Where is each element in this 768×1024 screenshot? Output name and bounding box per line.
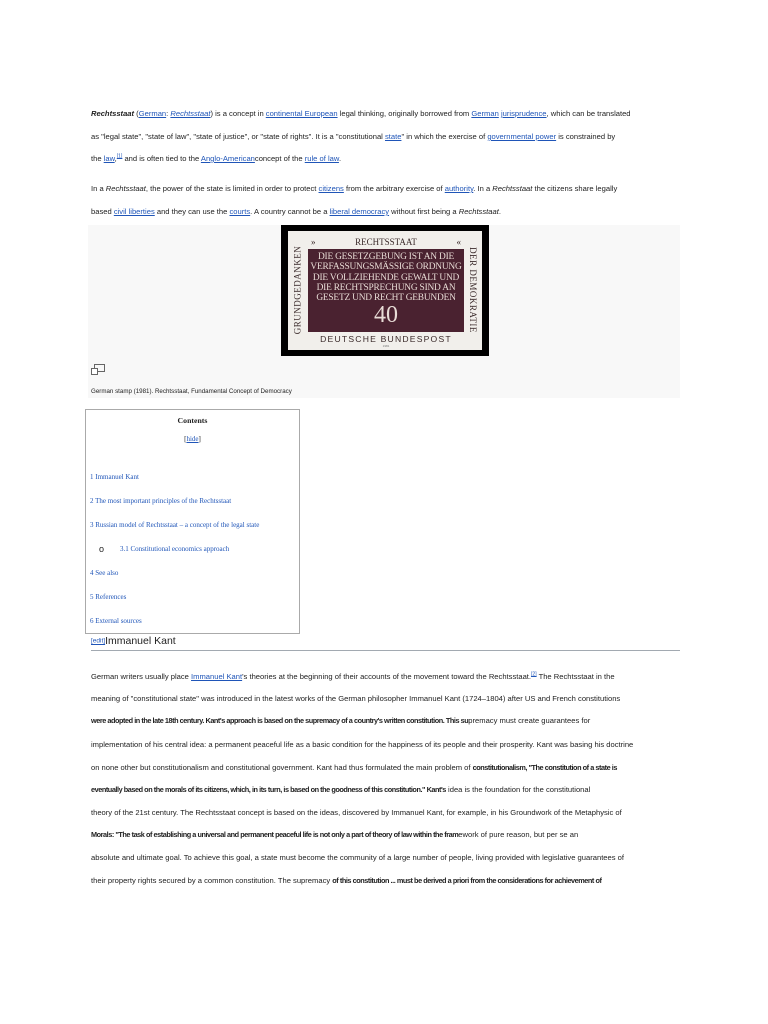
intro-line-3 bbox=[91, 154, 341, 164]
body-line-10 bbox=[91, 876, 601, 886]
text: . In a bbox=[473, 184, 493, 193]
toc-hide-link[interactable]: hide bbox=[186, 435, 199, 443]
text: . bbox=[338, 154, 342, 163]
link-liberal-democracy[interactable]: liberal democracy bbox=[329, 207, 390, 216]
stamp-title-text: RECHTSSTAAT bbox=[355, 237, 417, 247]
text: and they can use the bbox=[154, 207, 230, 216]
link-continental-european[interactable]: continental European bbox=[265, 109, 338, 118]
plate-line: DIE VOLLZIEHENDE GEWALT UND bbox=[312, 272, 460, 283]
body-line-4 bbox=[91, 740, 633, 750]
chevron-right-icon: » bbox=[311, 237, 316, 247]
intro-p2-line-1 bbox=[91, 184, 617, 194]
text: : bbox=[166, 109, 171, 118]
link-authority[interactable]: authority bbox=[444, 184, 474, 193]
toc-hide bbox=[86, 435, 299, 443]
stamp-right-text: DER DEMOKRATIE bbox=[467, 247, 478, 333]
text: were adopted in the late 18th century. Kant's approach is based on the supremacy of a country's written constitution. This su bbox=[91, 716, 469, 725]
text: . bbox=[498, 207, 501, 216]
text: idea is the foundation for the constitutional bbox=[445, 785, 591, 794]
toc-item-5[interactable]: 5 References bbox=[90, 593, 127, 601]
text: on none other but constitutionalism and constitutional government. Kant had thus formulated the main problem of bbox=[91, 763, 473, 772]
text: is constrained by bbox=[556, 132, 616, 141]
section-heading bbox=[91, 635, 176, 647]
toc-item-6[interactable]: 6 External sources bbox=[90, 617, 142, 625]
link-immanuel-kant[interactable]: Immanuel Kant bbox=[191, 672, 243, 681]
stamp-top-title bbox=[308, 237, 464, 247]
text: ( bbox=[134, 109, 139, 118]
stamp-plate-text bbox=[310, 252, 462, 303]
table-of-contents bbox=[85, 409, 300, 634]
text: The Rechtsstaat in the bbox=[536, 672, 615, 681]
plate-line: DIE RECHTSPRECHUNG SIND AN bbox=[316, 282, 456, 293]
link-civil-liberties[interactable]: civil liberties bbox=[113, 207, 155, 216]
text: Rechtsstaat bbox=[492, 184, 533, 193]
link-rule-of-law[interactable]: rule of law bbox=[304, 154, 339, 163]
toc-item-1[interactable]: 1 Immanuel Kant bbox=[90, 473, 139, 481]
link-state[interactable]: state bbox=[384, 132, 402, 141]
text: their property rights secured by a common constitution. The supremacy bbox=[91, 876, 333, 885]
text: absolute and ultimate goal. To achieve this goal, a state must become the community of a large number of people, living provided with legislative guarantees of bbox=[91, 853, 624, 862]
edit-link[interactable]: [edit] bbox=[91, 637, 106, 645]
heading-divider bbox=[91, 650, 680, 651]
intro-line-1 bbox=[91, 109, 631, 119]
body-line-7 bbox=[91, 808, 622, 818]
text: implementation of his central idea: a permanent peaceful life as a basic condition for the happiness of its people and their prosperity. Kant was basing his doctrine bbox=[91, 740, 634, 749]
stamp-plate bbox=[308, 249, 464, 332]
link-governmental-power[interactable]: governmental power bbox=[487, 132, 557, 141]
body-line-6 bbox=[91, 785, 590, 795]
toc-item-3-1[interactable]: 3.1 Constitutional economics approach bbox=[120, 545, 230, 553]
text: and is often tied to the bbox=[122, 154, 201, 163]
intro-line-2 bbox=[91, 132, 615, 142]
link-courts[interactable]: courts bbox=[229, 207, 251, 216]
text: Rechtsstaat bbox=[458, 207, 499, 216]
text: ] bbox=[198, 435, 201, 443]
reference-2[interactable]: [2] bbox=[531, 671, 537, 678]
text: of this constitution ... must be derived a priori from the considerations for achievement of bbox=[332, 876, 602, 885]
text: ) is a concept in bbox=[210, 109, 266, 118]
text: meaning of "constitutional state" was introduced in the latest works of the German philosopher Immanuel Kant (1724–1804) after US and French constitutions bbox=[91, 694, 621, 703]
stamp-value: 40 bbox=[374, 302, 398, 328]
chevron-left-icon: « bbox=[456, 237, 461, 247]
text: " in which the exercise of bbox=[401, 132, 488, 141]
text: theory of the 21st century. The Rechtsstaat concept is based on the ideas, discovered by Immanuel Kant, for example, in his Groundwork of the Metaphysic of bbox=[91, 808, 622, 817]
toc-sub-bullet: o bbox=[99, 544, 105, 554]
reference-1[interactable]: [1] bbox=[116, 153, 123, 160]
text: from the arbitrary exercise of bbox=[343, 184, 445, 193]
toc-item-3[interactable]: 3 Russian model of Rechtsstaat – a concept of the legal state bbox=[90, 521, 260, 529]
stamp-image[interactable] bbox=[281, 225, 489, 356]
body-line-2 bbox=[91, 694, 620, 704]
text: legal thinking, originally borrowed from bbox=[337, 109, 472, 118]
stamp-paper bbox=[288, 231, 482, 350]
text: based bbox=[91, 207, 114, 216]
stamp-left-band bbox=[291, 241, 304, 339]
enlarge-icon[interactable] bbox=[91, 364, 105, 375]
section-title: Immanuel Kant bbox=[105, 635, 176, 647]
toc-item-2[interactable]: 2 The most important principles of the Rechtsstaat bbox=[90, 497, 232, 505]
text: Rechtsstaat bbox=[105, 184, 146, 193]
stamp-right-band bbox=[466, 241, 479, 339]
stamp-year: 1981 bbox=[382, 344, 390, 348]
link-rechtsstaat[interactable]: Rechtsstaat bbox=[170, 109, 211, 118]
text: 's theories at the beginning of their accounts of the movement toward the Rechtsstaat. bbox=[242, 672, 532, 681]
text: eventually based on the morals of its citizens, which, in its turn, is based on the goodness of this constitution." Kant's bbox=[91, 785, 446, 794]
text: as "legal state", "state of law", "state of justice", or "state of rights". It is a "constitutional bbox=[91, 132, 385, 141]
text: the bbox=[91, 154, 104, 163]
intro-p2-line-2 bbox=[91, 207, 501, 217]
link-anglo-american[interactable]: Anglo-American bbox=[200, 154, 255, 163]
toc-title: Contents bbox=[177, 416, 208, 425]
link-german[interactable]: German bbox=[138, 109, 167, 118]
plate-line: VERFASSUNGSMÄSSIGE ORDNUNG bbox=[310, 262, 462, 273]
text: , the power of the state is limited in order to protect bbox=[145, 184, 319, 193]
text: [ bbox=[184, 435, 187, 443]
text: premacy must create guarantees for bbox=[468, 716, 591, 725]
body-line-1 bbox=[91, 672, 615, 682]
body-line-5 bbox=[91, 763, 617, 773]
text: . A country cannot be a bbox=[250, 207, 330, 216]
text: , bbox=[114, 154, 117, 163]
text: In a bbox=[91, 184, 106, 193]
text: ework of pure reason, but per se an bbox=[458, 830, 579, 839]
plate-line: DIE GESETZGEBUNG IST AN DIE bbox=[317, 252, 455, 262]
text: constitutionalism, "The constitution of a state is bbox=[472, 763, 617, 772]
body-line-8 bbox=[91, 830, 578, 840]
stamp-left-text: GRUNDGEDANKEN bbox=[292, 245, 303, 335]
text: Morals: "The task of establishing a universal and permanent peaceful life is not only a part of theory of law within the fram bbox=[91, 830, 459, 839]
figure-caption: German stamp (1981). Rechtsstaat, Fundamental Concept of Democracy bbox=[91, 388, 292, 395]
body-line-3 bbox=[91, 716, 590, 726]
link-jurisprudence[interactable]: jurisprudence bbox=[500, 109, 547, 118]
link-law[interactable]: law bbox=[103, 154, 115, 163]
text: German writers usually place bbox=[91, 672, 192, 681]
text: without first being a bbox=[389, 207, 459, 216]
stamp-bottom-title: DEUTSCHE BUNDESPOST bbox=[320, 334, 452, 344]
link-citizens[interactable]: citizens bbox=[318, 184, 344, 193]
body-line-9 bbox=[91, 853, 624, 863]
link-german-2[interactable]: German bbox=[471, 109, 499, 118]
text: the citizens share legally bbox=[532, 184, 618, 193]
text: concept of the bbox=[254, 154, 305, 163]
plate-line: GESETZ UND RECHT GEBUNDEN bbox=[316, 293, 456, 304]
toc-item-4[interactable]: 4 See also bbox=[90, 569, 119, 577]
text: , which can be translated bbox=[546, 109, 631, 118]
article-term: Rechtsstaat bbox=[91, 109, 135, 118]
